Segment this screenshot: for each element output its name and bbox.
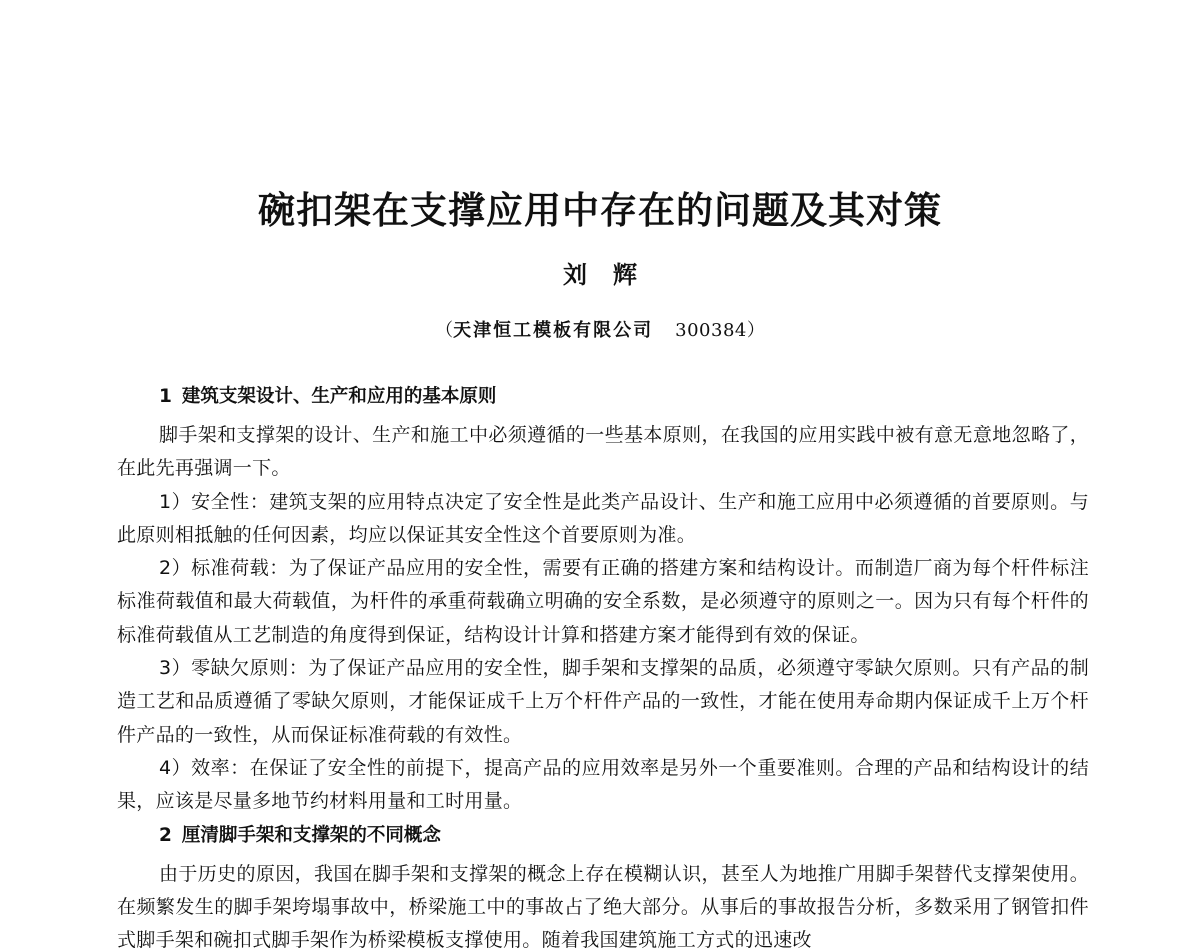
- section-2-paragraph-1: 由于历史的原因，我国在脚手架和支撑架的概念上存在模糊认识，甚至人为地推广用脚手架替代支撑架使用。在频繁发生的脚手架垮塌事故中，桥梁施工中的事故占了绝大部分。从事后的事故报告分析，多数采用了钢管扣件式脚手架和碗扣式脚手架作为桥梁模板支撑使用。随着我国建筑施工方式的迅速改: [117, 862, 1089, 952]
- section-1-paragraph-efficiency: 4）效率：在保证了安全性的前提下，提高产品的应用效率是另外一个重要准则。合理的产品和结构设计的结果，应该是尽量多地节约材料用量和工时用量。: [117, 756, 1089, 813]
- article-title: 碗扣架在支撑应用中存在的问题及其对策: [258, 188, 942, 232]
- section-1-paragraph-zero-defect: 3）零缺欠原则：为了保证产品应用的安全性，脚手架和支撑架的品质，必须遵守零缺欠原则。只有产品的制造工艺和品质遵循了零缺欠原则，才能保证成千上万个杆件产品的一致性，才能在使用寿命期内保证成千上万个杆件产品的一致性，从而保证标准荷载的有效性。: [117, 657, 1089, 746]
- section-1-paragraph-intro: 脚手架和支撑架的设计、生产和施工中必须遵循的一些基本原则，在我国的应用实践中被有意无意地忽略了，在此先再强调一下。: [117, 424, 1089, 480]
- section-1-paragraph-safety: 1）安全性：建筑支架的应用特点决定了安全性是此类产品设计、生产和施工应用中必须遵循的首要原则。与此原则相抵触的任何因素，均应以保证其安全性这个首要原则为准。: [117, 490, 1089, 546]
- article-body: [117, 380, 1089, 952]
- section-1-paragraph-standard-load: 2）标准荷载：为了保证产品应用的安全性，需要有正确的搭建方案和结构设计。而制造厂商为每个杆件标注标准荷载值和最大荷载值，为杆件的承重荷载确立明确的安全系数，是必须遵守的原则之一。因为只有每个杆件的标准荷载值从工艺制造的角度得到保证，结构设计计算和搭建方案才能得到有效的保证。: [117, 557, 1089, 646]
- section-2-number: 2: [159, 824, 172, 846]
- affiliation-open-paren: （: [435, 320, 454, 341]
- section-1-number: 1: [159, 386, 172, 407]
- affiliation: [0, 316, 1200, 346]
- section-1-heading-text: 建筑支架设计、生产和应用的基本原则: [181, 386, 497, 407]
- affiliation-postcode: 300384: [675, 320, 747, 341]
- section-2-heading: [117, 819, 1089, 852]
- section-2-heading-text: 厘清脚手架和支撑架的不同概念: [181, 824, 441, 846]
- author-name: 刘辉: [563, 260, 663, 289]
- affiliation-institution: 天津恒工模板有限公司: [453, 320, 654, 341]
- affiliation-close-paren: ）: [746, 320, 765, 341]
- section-1-heading: [117, 380, 1089, 413]
